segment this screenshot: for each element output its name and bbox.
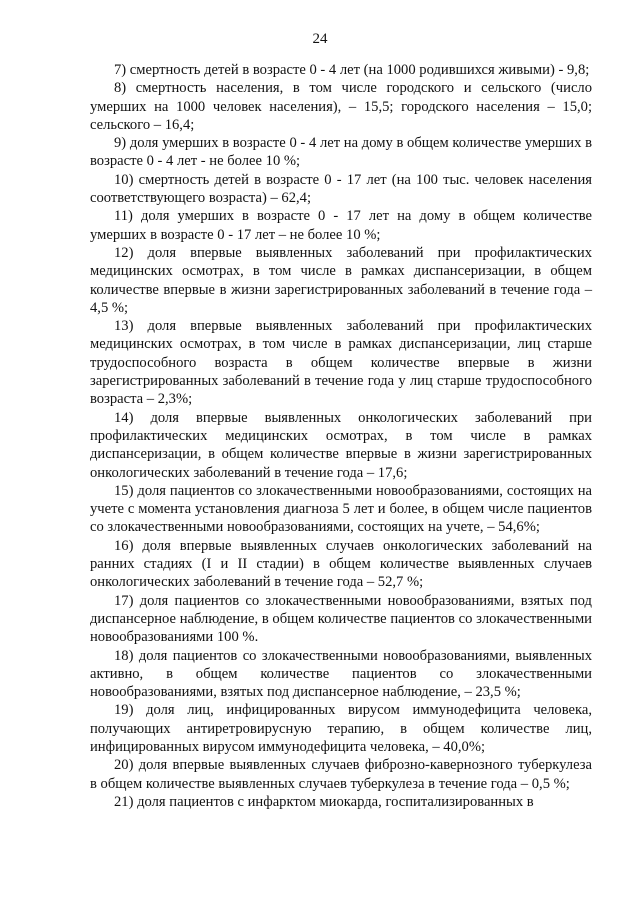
paragraph-item-21: 21) доля пациентов с инфарктом миокарда, госпитализированных в bbox=[114, 793, 534, 810]
paragraph-item-9: 9) доля умерших в возрасте 0 - 4 лет на дому в общем количестве умерших в возрасте 0 - 4 лет - не более 10 %; bbox=[90, 135, 592, 170]
paragraph-item-15: 15) доля пациентов со злокачественными новообразованиями, состоящих на учете с момента установления диагноза 5 лет и более, в общем числе пациентов со злокачественными новообразованиями, состоящих на учете, – 54,6%; bbox=[90, 482, 592, 536]
paragraph-item-17: 17) доля пациентов со злокачественными новообразованиями, взятых под диспансерное наблюдение, в общем количестве пациентов со злокачественными новообразованиями 100 %. bbox=[90, 592, 592, 646]
paragraph-item-18: 18) доля пациентов со злокачественными новообразованиями, выявленных активно, в общем количестве пациентов со злокачественными новообразованиями, взятых под диспансерное наблюдение, – 23,5 %; bbox=[90, 647, 592, 701]
paragraph-item-7: 7) смертность детей в возрасте 0 - 4 лет (на 1000 родившихся живыми) - 9,8; bbox=[114, 62, 590, 78]
paragraph-item-10: 10) смертность детей в возрасте 0 - 17 лет (на 100 тыс. человек населения соответствующего возраста) – 62,4; bbox=[90, 171, 592, 207]
paragraph-item-13: 13) доля впервые выявленных заболеваний при профилактических медицинских осмотрах, в том числе в рамках диспансеризации, лиц старше трудоспособного возраста в общем количестве впервые в жизни зарегистрированных заболеваний в течение года у лиц старше трудоспособного возраста – 2,3%; bbox=[90, 318, 592, 408]
paragraph-item-8: 8) смертность населения, в том числе городского и сельского (число умерших на 1000 человек населения), – 15,5; городского населения – 15,0; сельского – 16,4; bbox=[90, 80, 592, 133]
paragraph-item-12: 12) доля впервые выявленных заболеваний при профилактических медицинских осмотрах, в том числе в рамках диспансеризации, в общем количестве впервые в жизни зарегистрированных заболеваний в течение года – 4,5 %; bbox=[90, 244, 592, 316]
paragraph-item-20: 20) доля впервые выявленных случаев фиброзно-кавернозного туберкулеза в общем количестве выявленных случаев туберкулеза в течение года – 0,5 %; bbox=[90, 757, 592, 792]
paragraph-item-11: 11) доля умерших в возрасте 0 - 17 лет на дому в общем количестве умерших в возрасте 0 - 17 лет – не более 10 %; bbox=[90, 208, 592, 243]
page-number: 24 bbox=[312, 31, 328, 47]
paragraph-item-16: 16) доля впервые выявленных случаев онкологических заболеваний на ранних стадиях (I и II стадии) в общем количестве выявленных случаев онкологических заболеваний в течение года – 52,7 %; bbox=[90, 537, 592, 591]
document-body bbox=[90, 61, 592, 811]
paragraph-item-19: 19) доля лиц, инфицированных вирусом иммунодефицита человека, получающих антиретровирусную терапию, в общем количестве лиц, инфицированных вирусом иммунодефицита человека, – 40,0%; bbox=[90, 702, 592, 755]
paragraph-item-14: 14) доля впервые выявленных онкологических заболеваний при профилактических медицинских осмотрах, в том числе в рамках диспансеризации, в общем количестве впервые в жизни зарегистрированных онкологических заболеваний в течение года – 17,6; bbox=[90, 409, 592, 481]
